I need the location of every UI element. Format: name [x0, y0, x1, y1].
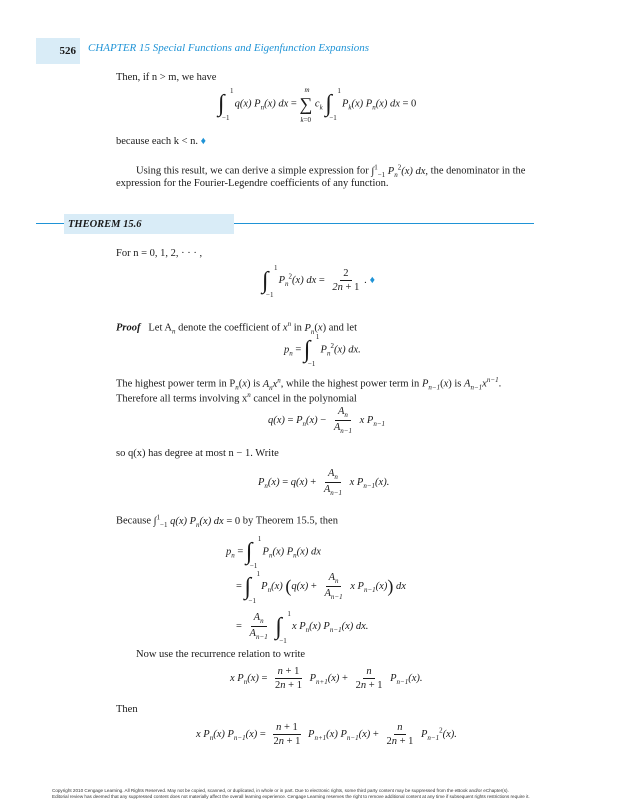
equation-recurrence: x $P_n(x)$ = $\frac{n + 1}{2n + 1}$ $P_{n+1}(x)$ + $\frac{n}{2n + 1}$ $P_{n-1}(x)$. — [230, 666, 423, 691]
paragraph-so-q: so q(x) has degree at most n − 1. Write — [116, 448, 279, 459]
paragraph-therefore: Therefore all terms involving $x^n$ cancel in the polynomial — [116, 391, 357, 405]
equation-q-def: $q(x) = P_n(x)$ − $\frac{A_n}{A_{n-1}}$ x $P_{n-1}$ — [268, 406, 386, 436]
paragraph-highest-power: The highest power term in $P_n(x)$ is $A_nx^n$, while the highest power term in $P_{n-1}(x)$ is $A_{n-1}x^{n-1}$. — [116, 376, 502, 392]
paragraph-for-n: For n = 0, 1, 2, · · · , — [116, 248, 203, 259]
equation-pn-integral-2: = ∫ 1 −1 $P_n(x) (q(x)$ + $\frac{A_n}{A_{n-1}}$ x $P_{n-1}(x)$) dx — [236, 569, 406, 605]
paragraph-then: Then — [116, 704, 138, 715]
footer-copyright-line1: Copyright 2010 Cengage Learning. All Rights Reserved. May not be copied, scanned, or duplicated, in whole or in part. Due to electronic rights, some third party content may be suppressed from the eBook and/or eChapter(s). — [52, 788, 509, 793]
equation-orthogonality: ∫ 1 −1 q(x) $P_n(x)$ dx = ∑ m k=0 $c_k$ ∫ 1 −1 $P_k(x)$ $P_n(x)$ dx = 0 — [218, 85, 417, 124]
paragraph-using-line1: Using this result, we can derive a simple expression for ∫$^1_{-1}$ $P_n^2(x)$ dx, the denominator in the — [136, 163, 526, 179]
theorem-rule-left — [36, 223, 64, 224]
paragraph-then-if: Then, if n > m, we have — [116, 72, 217, 83]
end-of-proof-icon: ♦ — [200, 136, 206, 147]
paragraph-using-line2: expression for the Fourier-Legendre coefficients of any function. — [116, 178, 389, 189]
theorem-rule-right — [234, 223, 534, 224]
paragraph-now-use: Now use the recurrence relation to write — [136, 649, 306, 660]
chapter-title: CHAPTER 15 Special Functions and Eigenfunction Expansions — [88, 42, 370, 54]
theorem-label: THEOREM 15.6 — [68, 219, 142, 230]
paragraph-because-theorem: Because ∫$^1_{-1}$ q(x) $P_n(x)$ dx = 0 by Theorem 15.5, then — [116, 513, 338, 529]
equation-pn-integral-1: $p_n$ = ∫ 1 −1 $P_n(x)$ $P_n(x)$ dx — [226, 535, 321, 570]
footer-copyright-line2: Editorial review has deemed that any suppressed content does not materially affect the overall learning experience. Cengage Learning reserves the right to remove additional content at any time if subsequent rights restrictions require it. — [52, 794, 530, 799]
equation-theorem: ∫ 1 −1 $P_n^2(x)$ dx = $\frac{2}{2n + 1}$ . ♦ — [262, 263, 375, 299]
equation-pn-integral-3: = $\frac{A_n}{A_{n-1}}$ ∫ 1 −1 x $P_n(x)$ $P_{n-1}(x)$ dx. — [236, 609, 369, 645]
paragraph-because: because each k < n. ♦ — [116, 136, 206, 147]
equation-p-def: $p_n$ = ∫ 1 −1 $P_n^2(x)$ dx. — [284, 333, 361, 368]
equation-recurrence-product: x $P_n(x) P_{n-1}(x)$ = $\frac{n + 1}{2n + 1}$ $P_{n+1}(x) P_{n-1}(x)$ + $\frac{n}{2n + 1}$ $P_{n-1}^2(x)$. — [196, 722, 457, 747]
theorem-end-icon: ♦ — [369, 274, 375, 286]
equation-pn-decomp: $P_n(x) = q(x)$ + $\frac{A_n}{A_{n-1}}$ x $P_{n-1}(x)$. — [258, 468, 390, 498]
paragraph-proof: Proof Let $A_n$ denote the coefficient of $x^n$ in $P_n(x)$ and let — [116, 320, 357, 336]
page-number: 526 — [36, 38, 80, 64]
